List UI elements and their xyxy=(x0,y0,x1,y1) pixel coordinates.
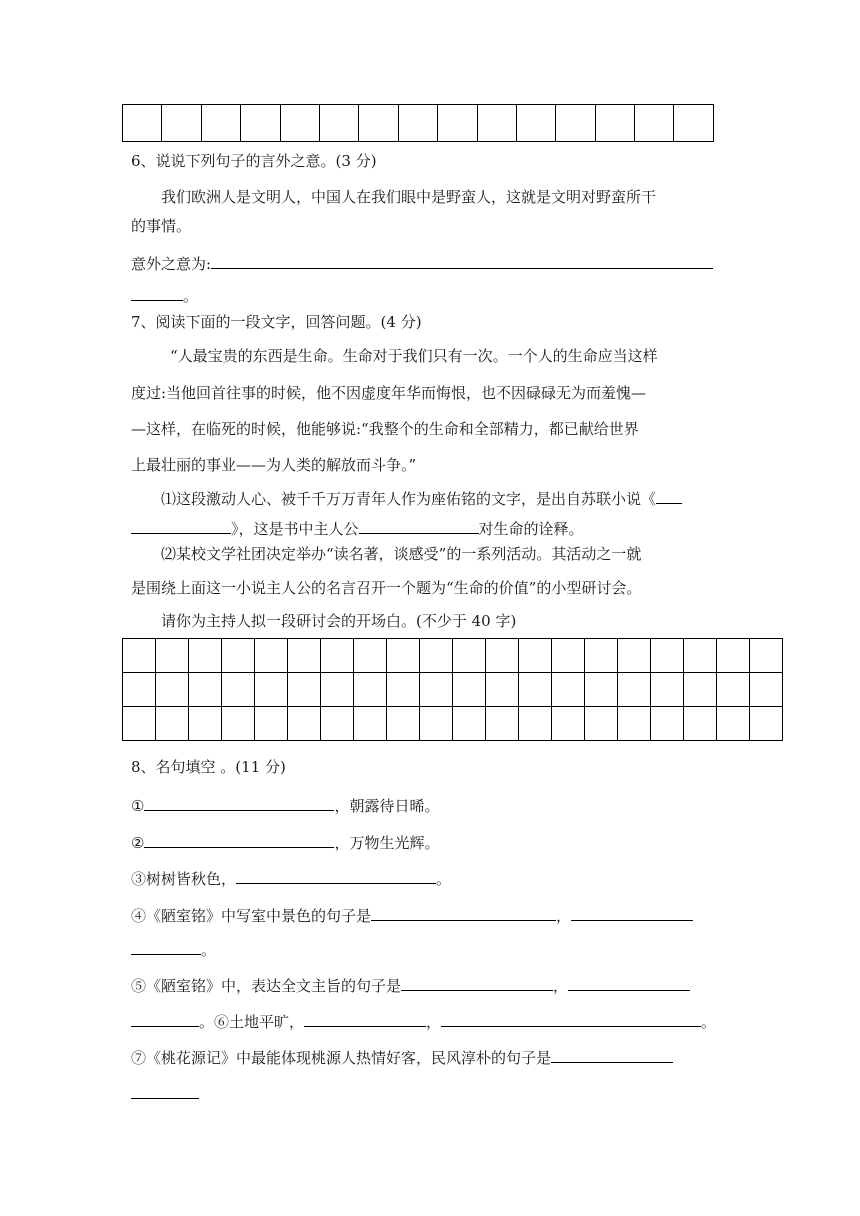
q8-item4-text: ④《陋室铭》中写室中景色的句子是 xyxy=(131,907,372,925)
q8-item3 xyxy=(131,865,451,890)
grid-cell[interactable] xyxy=(255,639,288,673)
q8-item6-blank-a[interactable] xyxy=(304,1008,426,1027)
q8-item5-row2 xyxy=(131,1008,716,1033)
grid-cell[interactable] xyxy=(556,105,595,142)
q7-heading: 7、阅读下面的一段文字，回答问题。(4 分) xyxy=(131,313,422,331)
q8-item6-text: 。⑥土地平旷， xyxy=(199,1013,305,1031)
grid-cell[interactable] xyxy=(123,707,156,741)
grid-cell[interactable] xyxy=(241,105,280,142)
grid-cell[interactable] xyxy=(201,105,240,142)
q7-sub2-line1: ⑵某校文学社团决定举办“读名著，谈感受”的一系列活动。其活动之一就 xyxy=(161,545,642,563)
grid-cell[interactable] xyxy=(255,707,288,741)
grid-cell[interactable] xyxy=(750,673,783,707)
grid-cell[interactable] xyxy=(255,673,288,707)
q8-item2-num: ② xyxy=(131,834,145,852)
q8-heading: 8、名句填空 。(11 分) xyxy=(131,758,286,776)
grid-cell[interactable] xyxy=(717,673,750,707)
grid-cell[interactable] xyxy=(123,105,162,142)
grid-cell[interactable] xyxy=(618,707,651,741)
q8-item5-text: ⑤《陋室铭》中，表达全文主旨的句子是 xyxy=(131,977,402,995)
q6-answer-blank2[interactable] xyxy=(131,282,183,301)
grid-cell[interactable] xyxy=(585,707,618,741)
grid-cell[interactable] xyxy=(516,105,555,142)
grid-cell[interactable] xyxy=(651,639,684,673)
q8-item7 xyxy=(131,1044,673,1069)
q8-item2-blank[interactable] xyxy=(144,829,334,848)
grid-cell[interactable] xyxy=(319,105,358,142)
q6-quote-line1: 我们欧洲人是文明人，中国人在我们眼中是野蛮人，这就是文明对野蛮所干 xyxy=(161,188,657,206)
q8-item5-blank-a[interactable] xyxy=(401,972,553,991)
grid-cell[interactable] xyxy=(420,707,453,741)
grid-cell[interactable] xyxy=(486,707,519,741)
grid-cell[interactable] xyxy=(552,673,585,707)
q6-quote-line2: 的事情。 xyxy=(131,217,192,235)
grid-cell[interactable] xyxy=(717,639,750,673)
grid-cell[interactable] xyxy=(222,673,255,707)
q7-sub1-text3: 对生命的诠释。 xyxy=(478,520,584,538)
grid-cell[interactable] xyxy=(552,639,585,673)
q6-answer-label: 意外之意为: xyxy=(131,255,212,273)
grid-cell[interactable] xyxy=(486,673,519,707)
grid-cell[interactable] xyxy=(123,639,156,673)
grid-cell[interactable] xyxy=(387,639,420,673)
grid-cell[interactable] xyxy=(123,673,156,707)
grid-cell[interactable] xyxy=(162,105,201,142)
grid-cell[interactable] xyxy=(280,105,319,142)
grid-cell[interactable] xyxy=(750,639,783,673)
q7-sub1-row xyxy=(161,485,682,510)
grid-cell[interactable] xyxy=(453,639,486,673)
q8-item3-blank[interactable] xyxy=(236,865,436,884)
q8-item2-text: ，万物生光辉。 xyxy=(334,834,440,852)
writing-grid[interactable] xyxy=(122,638,783,741)
q8-item1-blank[interactable] xyxy=(144,792,334,811)
grid-cell[interactable] xyxy=(486,639,519,673)
q6-answer-row2 xyxy=(131,282,198,307)
grid-cell[interactable] xyxy=(189,707,222,741)
q8-item1 xyxy=(131,792,439,817)
q8-item7-blank-a[interactable] xyxy=(551,1044,673,1063)
grid-cell[interactable] xyxy=(354,707,387,741)
grid-cell[interactable] xyxy=(354,673,387,707)
grid-cell[interactable] xyxy=(387,707,420,741)
grid-cell[interactable] xyxy=(156,707,189,741)
q7-sub1-text2: 》，这是书中主人公 xyxy=(231,520,359,538)
q8-item6-blank-b[interactable] xyxy=(441,1008,701,1027)
q7-sub2-line2: 是围绕上面这一小说主人公的名言召开一个题为“生命的价值”的小型研讨会。 xyxy=(131,579,642,597)
grid-cell[interactable] xyxy=(453,707,486,741)
grid-cell[interactable] xyxy=(477,105,516,142)
q8-period: 。 xyxy=(701,1013,717,1031)
grid-cell[interactable] xyxy=(189,639,222,673)
q8-item3-text: ③树树皆秋色， xyxy=(131,870,237,888)
q8-item4-blank-a[interactable] xyxy=(371,902,556,921)
q8-item4-row2 xyxy=(131,936,216,961)
grid-cell[interactable] xyxy=(635,105,674,142)
grid-cell[interactable] xyxy=(552,707,585,741)
q8-item7-blank-b[interactable] xyxy=(131,1080,199,1099)
q7-novel-blank-a[interactable] xyxy=(656,485,682,504)
grid-cell[interactable] xyxy=(453,673,486,707)
q8-item5-blank-c[interactable] xyxy=(131,1008,199,1027)
grid-cell[interactable] xyxy=(359,105,398,142)
grid-cell[interactable] xyxy=(321,707,354,741)
grid-cell[interactable] xyxy=(222,707,255,741)
answer-grid-top[interactable] xyxy=(122,104,714,142)
grid-cell[interactable] xyxy=(519,707,552,741)
grid-cell[interactable] xyxy=(750,707,783,741)
q8-item7-row2 xyxy=(131,1080,199,1105)
q7-sub2-line3: 请你为主持人拟一段研讨会的开场白。(不少于 40 字) xyxy=(161,612,517,630)
grid-cell[interactable] xyxy=(321,639,354,673)
q7-novel-blank-b[interactable] xyxy=(131,515,231,534)
q8-item1-num: ① xyxy=(131,797,145,815)
grid-cell[interactable] xyxy=(595,105,634,142)
q8-comma: ， xyxy=(426,1013,442,1031)
q8-item5 xyxy=(131,972,690,997)
grid-cell[interactable] xyxy=(321,673,354,707)
grid-cell[interactable] xyxy=(438,105,477,142)
grid-cell[interactable] xyxy=(189,673,222,707)
q8-period: 。 xyxy=(201,941,217,959)
grid-cell[interactable] xyxy=(684,673,717,707)
grid-cell[interactable] xyxy=(156,673,189,707)
q6-end-mark: 。 xyxy=(183,287,199,305)
q6-answer-blank[interactable] xyxy=(211,250,713,269)
grid-cell[interactable] xyxy=(651,707,684,741)
q8-item4-blank-c[interactable] xyxy=(131,936,201,955)
q7-passage-line3: —这样，在临死的时候，他能够说:“我整个的生命和全部精力，都已献给世界 xyxy=(131,420,639,438)
q8-period: 。 xyxy=(436,870,452,888)
q8-comma: ， xyxy=(553,977,569,995)
grid-cell[interactable] xyxy=(288,673,321,707)
q8-item4 xyxy=(131,902,693,927)
q8-item5-blank-b[interactable] xyxy=(568,972,690,991)
q8-item7-text: ⑦《桃花源记》中最能体现桃源人热情好客，民风淳朴的句子是 xyxy=(131,1049,552,1067)
grid-cell[interactable] xyxy=(354,639,387,673)
grid-cell[interactable] xyxy=(684,707,717,741)
grid-cell[interactable] xyxy=(519,639,552,673)
grid-cell[interactable] xyxy=(222,639,255,673)
q7-passage-line1: “人最宝贵的东西是生命。生命对于我们只有一次。一个人的生命应当这样 xyxy=(170,347,658,365)
q7-sub1-row2 xyxy=(131,515,584,540)
q6-answer-row xyxy=(131,250,713,275)
q8-item2 xyxy=(131,829,439,854)
q7-hero-blank[interactable] xyxy=(359,515,479,534)
q8-comma: ， xyxy=(556,907,572,925)
grid-cell[interactable] xyxy=(288,707,321,741)
grid-cell[interactable] xyxy=(519,673,552,707)
grid-cell[interactable] xyxy=(387,673,420,707)
q6-heading: 6、说说下列句子的言外之意。(3 分) xyxy=(131,152,377,170)
grid-cell[interactable] xyxy=(618,639,651,673)
grid-cell[interactable] xyxy=(674,105,713,142)
grid-cell[interactable] xyxy=(420,673,453,707)
grid-cell[interactable] xyxy=(585,673,618,707)
q8-item1-text: ，朝露待日晞。 xyxy=(334,797,440,815)
grid-cell[interactable] xyxy=(651,673,684,707)
grid-cell[interactable] xyxy=(684,639,717,673)
q7-passage-line2: 度过:当他回首往事的时候，他不因虚度年华而悔恨，也不因碌碌无为而羞愧— xyxy=(131,384,647,402)
grid-cell[interactable] xyxy=(618,673,651,707)
grid-cell[interactable] xyxy=(420,639,453,673)
grid-cell[interactable] xyxy=(156,639,189,673)
q7-sub1-text: ⑴这段激动人心、被千千万万青年人作为座佑铭的文字，是出自苏联小说《 xyxy=(161,490,657,508)
grid-cell[interactable] xyxy=(585,639,618,673)
grid-cell[interactable] xyxy=(717,707,750,741)
q8-item4-blank-b[interactable] xyxy=(571,902,693,921)
grid-cell[interactable] xyxy=(398,105,437,142)
grid-cell[interactable] xyxy=(288,639,321,673)
q7-passage-line4: 上最壮丽的事业——为人类的解放而斗争。” xyxy=(131,456,417,474)
